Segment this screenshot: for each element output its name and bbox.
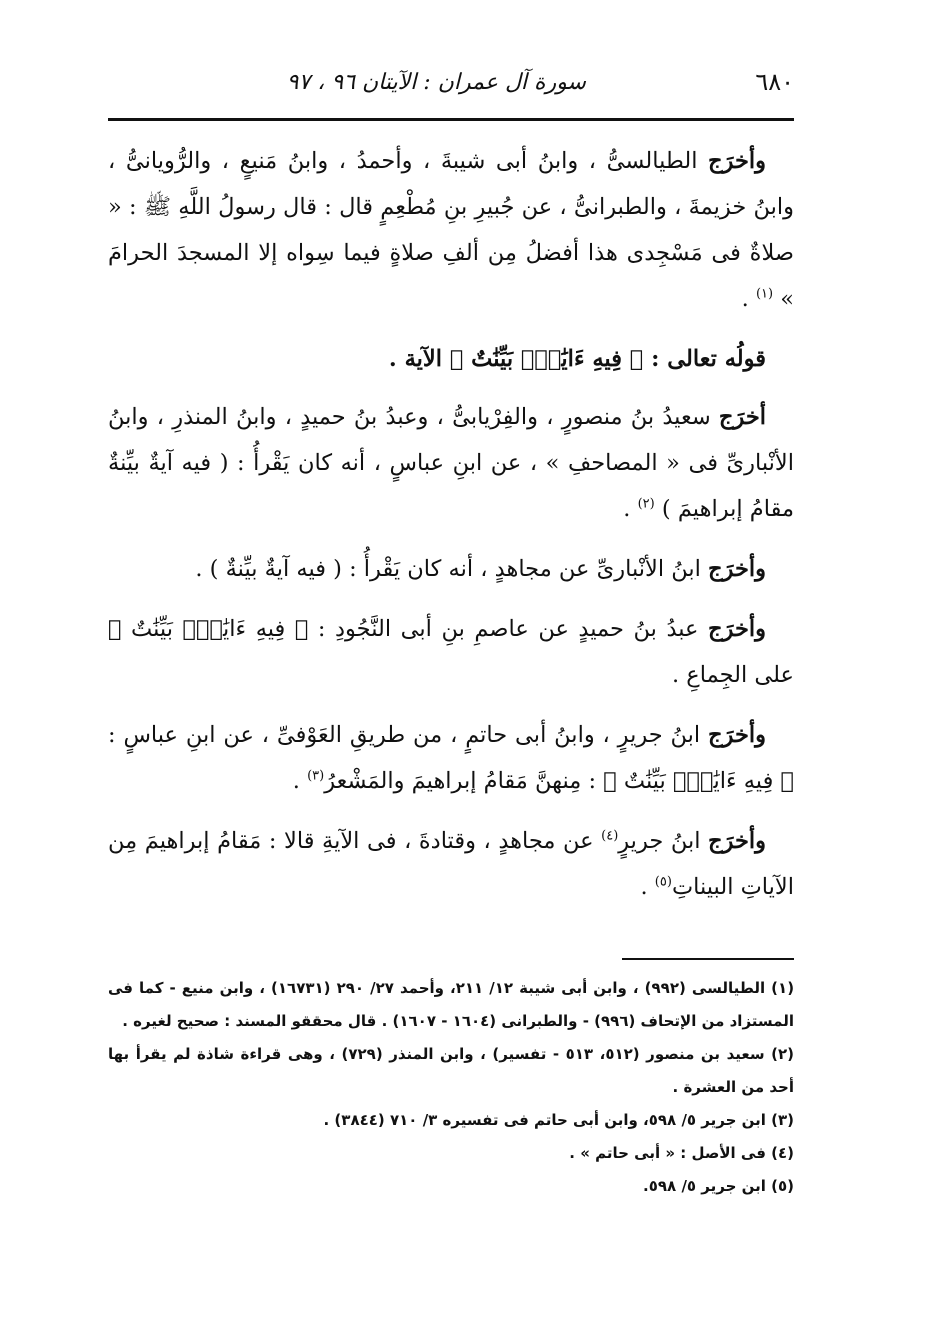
page-header bbox=[108, 62, 794, 102]
footnotes bbox=[108, 972, 794, 1203]
footnote-separator bbox=[622, 958, 794, 960]
paragraph-tail: . bbox=[741, 286, 756, 312]
paragraph-lead: وأخرَج bbox=[708, 556, 766, 582]
footnote-4: (٤) فى الأصل : « أبى حاتم » . bbox=[569, 1144, 794, 1162]
paragraph-6 bbox=[108, 712, 794, 804]
footnote-5: (٥) ابن جرير ٥/ ٥٩٨. bbox=[643, 1177, 794, 1195]
paragraph-lead: أخرَج bbox=[718, 404, 766, 430]
footnote-ref-2: (٢) bbox=[637, 496, 655, 512]
footnote-2: (٢) سعيد بن منصور (٥١٢، ٥١٣ - تفسير) ، وابن المنذر (٧٢٩) ، وهى قراءة شاذة لم يقرأ بها أحد من العشرة . bbox=[108, 1045, 794, 1096]
paragraph-lead: وأخرَج bbox=[708, 616, 766, 642]
paragraph-text: ابنُ الأنْبارىِّ عن مجاهدٍ ، أنه كان يَقْرأُ : ( فيه آيةٌ بيِّنةٌ ) . bbox=[195, 556, 709, 582]
paragraph-tail: . bbox=[623, 496, 638, 522]
paragraph-lead: وأخرَج bbox=[708, 722, 766, 748]
paragraph-1 bbox=[108, 138, 794, 322]
paragraph-5 bbox=[108, 606, 794, 698]
paragraph-tail-2: . bbox=[640, 874, 655, 900]
page-number: ٦٨٠ bbox=[755, 68, 794, 96]
footnote-ref-4: (٤) bbox=[601, 828, 619, 844]
verse-heading-lead: قولُه تعالى : bbox=[651, 346, 766, 372]
paragraph-tail: عن مجاهدٍ ، وقتادةَ ، فى الآيةِ قالا : مَقامُ إبراهيمَ مِن الآياتِ البيناتِ bbox=[108, 828, 794, 900]
paragraph-text: عبدُ بنُ حميدٍ عن عاصمِ بنِ أبى النَّجُودِ : ﴿ فِيهِ ءَايَٰتٌۢ بَيِّنَٰتٌ ﴾ على الجِماعِ . bbox=[108, 616, 794, 688]
verse-heading bbox=[108, 336, 794, 382]
main-text bbox=[108, 138, 794, 924]
footnote-ref-5: (٥) bbox=[654, 874, 672, 890]
footnote-ref-3: (٣) bbox=[307, 768, 325, 784]
footnote-ref-1: (١) bbox=[755, 286, 774, 302]
paragraph-7 bbox=[108, 818, 794, 910]
paragraph-text: سعيدُ بنُ منصورٍ ، والفِرْيابىُّ ، وعبدُ بنُ حميدٍ ، وابنُ المنذرِ ، وابنُ الأنْبارىِّ فى « المصاحفِ » ، عن ابنِ عباسٍ ، أنه كان يَقْرأُ : ( فيه آيةٌ بيِّنةٌ مقامُ إبراهيمَ ) bbox=[108, 404, 794, 522]
paragraph-3 bbox=[108, 394, 794, 532]
footnote-3: (٣) ابن جرير ٥/ ٥٩٨، وابن أبى حاتم فى تفسيره ٣/ ٧١٠ (٣٨٤٤) . bbox=[323, 1111, 794, 1129]
paragraph-4 bbox=[108, 546, 794, 592]
footnote-1: (١) الطيالسى (٩٩٢) ، وابن أبى شيبة ١٢/ ٢١١، وأحمد ٢٧/ ٢٩٠ (١٦٧٣١) ، وابن منيع - كما فى المستزاد من الإتحاف (٩٩٦) - والطبرانى (١٦٠٤ - ١٦٠٧) . قال محققو المسند : صحيح لغيره . bbox=[108, 979, 795, 1030]
running-title: سورة آل عمران : الآيتان ٩٦ ، ٩٧ bbox=[286, 70, 586, 95]
paragraph-lead: وأخرَج bbox=[708, 828, 766, 854]
header-rule bbox=[108, 118, 794, 121]
paragraph-text: ابنُ جريرٍ ، وابنُ أبى حاتمٍ ، من طريقِ العَوْفىِّ ، عن ابنِ عباسٍ : ﴿ فِيهِ ءَايَٰتٌۢ بَيِّنَٰتٌ ﴾ : مِنهنَّ مَقامُ إبراهيمَ والمَشْعرُ bbox=[108, 722, 794, 794]
paragraph-lead: وأخرَج bbox=[708, 148, 766, 174]
paragraph-text: ابنُ جريرٍ bbox=[618, 828, 709, 854]
verse-heading-text: ﴿ فِيهِ ءَايَٰتٌۢ بَيِّنَٰتٌ ﴾ الآية . bbox=[388, 346, 652, 372]
paragraph-tail: . bbox=[292, 768, 308, 794]
paragraph-text: الطيالسىُّ ، وابنُ أبى شيبةَ ، وأحمدُ ، وابنُ مَنيعٍ ، والرُّويانىُّ ، وابنُ خزيمةَ ، والطبرانىُّ ، عن جُبيرِ بنِ مُطْعِمٍ قال : قال رسولُ اللَّهِ ﷺ : « صلاةٌ فى مَسْجِدى هذا أفضلُ مِن ألفِ صلاةٍ فيما سِواه إلا المسجدَ الحرامَ » bbox=[108, 148, 794, 312]
